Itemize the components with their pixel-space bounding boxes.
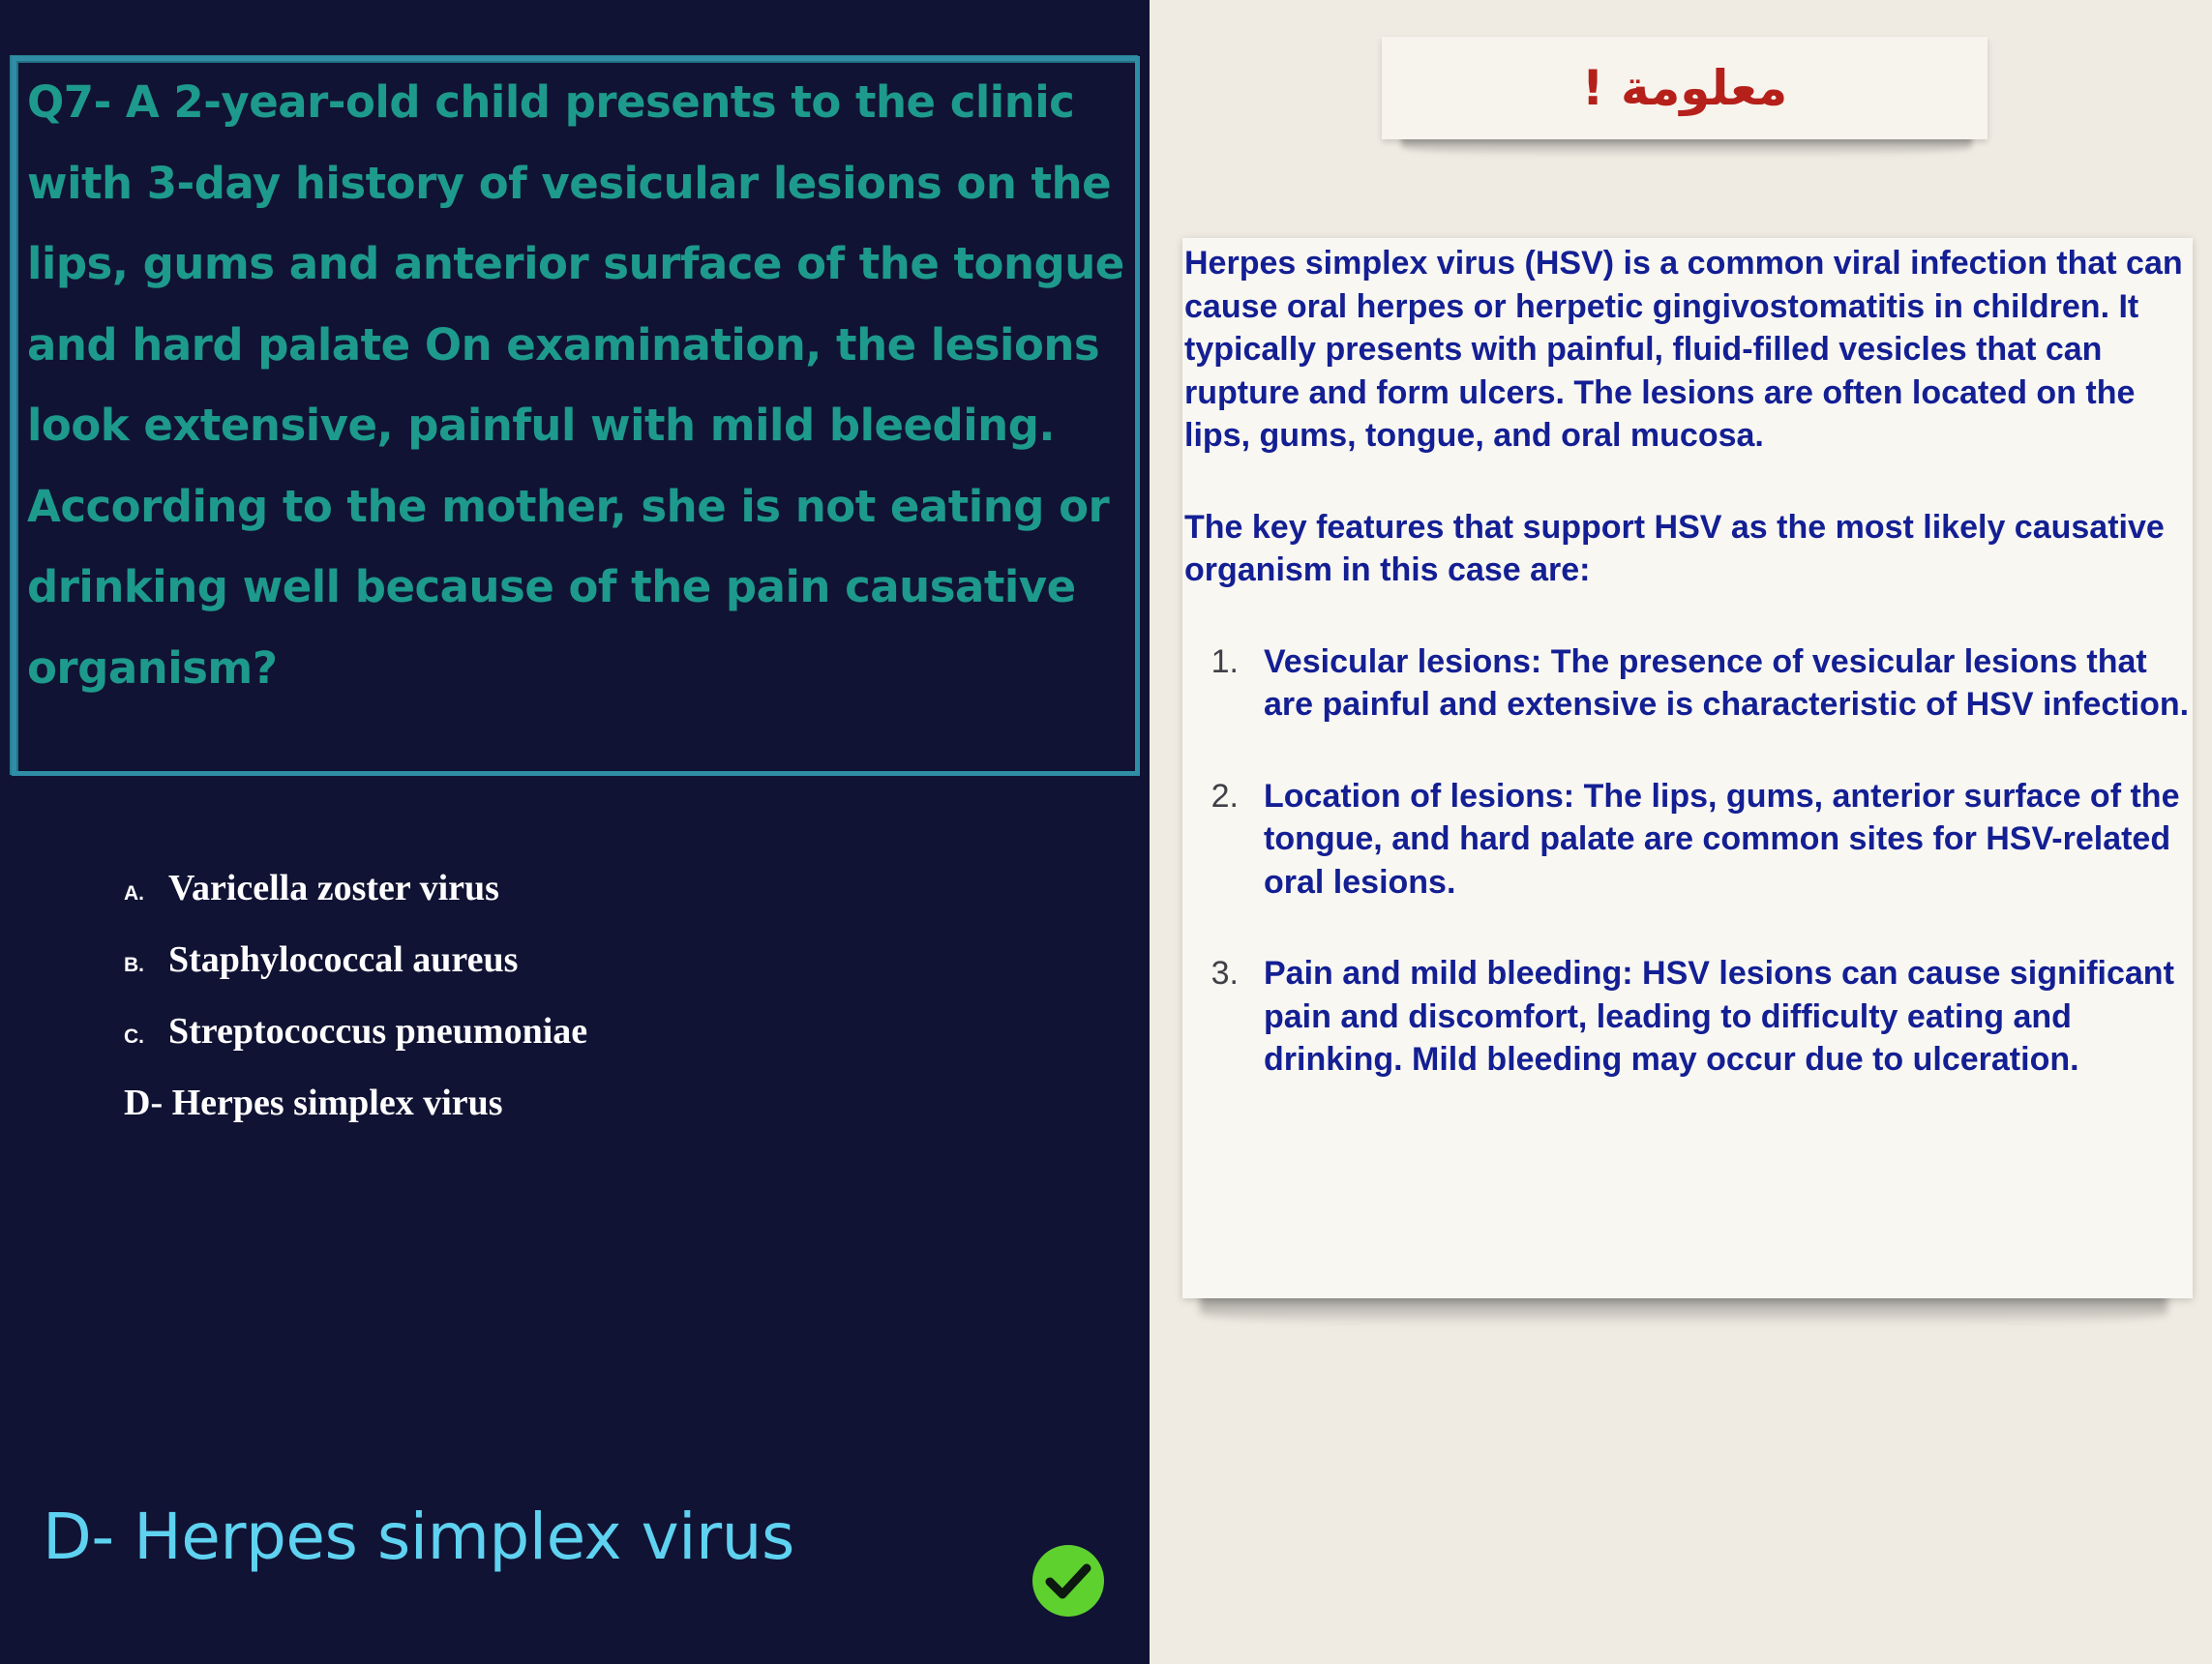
option-a-letter: A.: [124, 882, 144, 905]
key-features-intro: The key features that support HSV as the most likely causative organism in this case are:: [1184, 508, 2165, 588]
key-features-list: [1184, 640, 2191, 1082]
question-text: Q7- A 2-year-old child presents to the clinic with 3-day history of vesicular lesions on the lips, gums and anterior surface of the tongue and hard palate On examination, the lesions look extensive, painful with mild bleeding. According to the mother, she is not eating or drinking well because of the pain causative organism?: [27, 76, 1124, 694]
option-b-text: Staphylococcal aureus: [168, 939, 519, 980]
check-circle-icon: [1031, 1544, 1105, 1618]
list-item: [1184, 775, 2191, 905]
option-a-text: Varicella zoster virus: [168, 868, 499, 908]
option-d[interactable]: [124, 1082, 587, 1153]
option-c-letter: C.: [124, 1025, 144, 1048]
correct-answer: D- Herpes simplex virus: [43, 1500, 794, 1574]
answer-options: [124, 867, 587, 1153]
list-item: [1184, 952, 2191, 1082]
explanation-paragraph: Herpes simplex virus (HSV) is a common viral infection that can cause oral herpes or herpetic gingivostomatitis in children. It typically presents with painful, fluid-filled vesicles that can rupture and form ulcers. The lesions are often located on the lips, gums, tongue, and oral mucosa.: [1184, 245, 2183, 454]
list-item-text: Location of lesions: The lips, gums, anterior surface of the tongue, and hard palate are common sites for HSV-related oral lesions.: [1264, 777, 2180, 901]
list-item-number: 2.: [1211, 777, 1239, 815]
explanation: [1184, 242, 2191, 1130]
option-a[interactable]: [124, 867, 587, 938]
option-d-text: D- Herpes simplex virus: [124, 1083, 503, 1123]
info-title: معلومة !: [1581, 60, 1788, 116]
option-b[interactable]: [124, 938, 587, 1010]
option-c[interactable]: [124, 1010, 587, 1082]
list-item-text: Vesicular lesions: The presence of vesicular lesions that are painful and extensive is characteristic of HSV infection.: [1264, 642, 2190, 723]
list-item-number: 3.: [1211, 955, 1239, 992]
list-item-number: 1.: [1211, 642, 1239, 680]
option-b-letter: B.: [124, 954, 144, 976]
option-c-text: Streptococcus pneumoniae: [168, 1011, 588, 1052]
list-item-text: Pain and mild bleeding: HSV lesions can cause significant pain and discomfort, leading to difficulty eating and drinking. Mild bleeding may occur due to ulceration.: [1264, 955, 2174, 1078]
list-item: [1184, 640, 2191, 727]
